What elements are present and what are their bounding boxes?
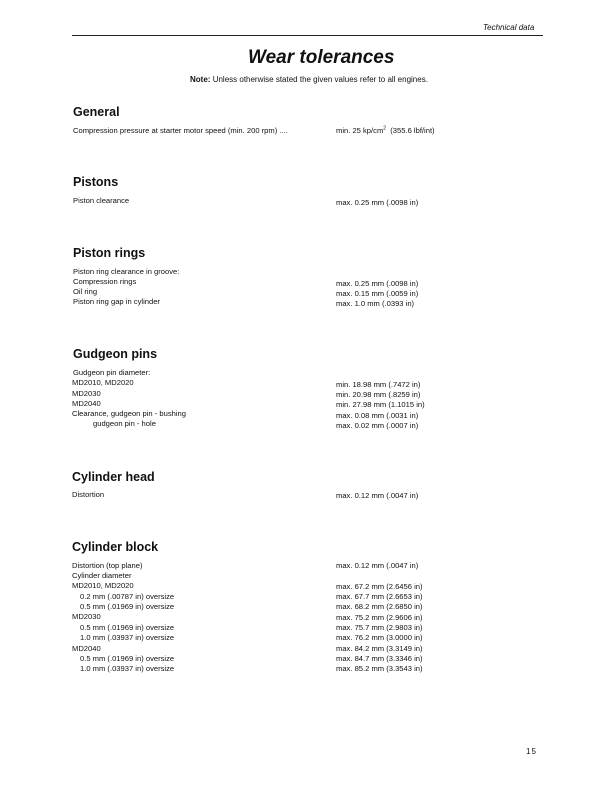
row-label: Piston ring clearance in groove: [73,267,180,276]
row-label: Gudgeon pin diameter: [73,368,151,377]
section-heading-gudgeon-pins: Gudgeon pins [73,347,158,361]
row-value: max. 67.2 mm (2.6456 in) [336,582,423,591]
row-label: MD2030 [72,612,101,621]
row-value: max. 67.7 mm (2.6653 in) [336,592,423,601]
row-label: gudgeon pin - hole [93,419,156,428]
row-value: min. 18.98 mm (.7472 in) [336,380,421,389]
row-label: 0.5 mm (.01969 in) oversize [80,654,175,663]
row-label: Piston ring gap in cylinder [73,297,160,306]
row-value: max. 85.2 mm (3.3543 in) [336,664,423,673]
section-heading-cylinder-block: Cylinder block [72,540,159,554]
row-value: max. 0.02 mm (.0007 in) [336,421,419,430]
row-value: max. 0.08 mm (.0031 in) [336,411,419,420]
row-value: max. 0.12 mm (.0047 in) [336,561,419,570]
note-text: Unless otherwise stated the given values refer to all engines. [212,75,428,84]
row-value: min. 20.98 mm (.8259 in) [336,390,421,399]
row-label: Distortion [72,490,105,499]
row-value: max. 75.2 mm (2.9606 in) [336,613,423,622]
row-label: Piston clearance [73,196,130,205]
row-value: max. 1.0 mm (.0393 in) [336,299,415,308]
section-heading-general: General [73,105,120,119]
section-heading-cylinder-head: Cylinder head [72,470,155,484]
running-header: Technical data [483,23,535,32]
row-label: MD2010, MD2020 [72,378,134,387]
row-label: 0.5 mm (.01969 in) oversize [80,623,175,632]
row-value: max. 84.2 mm (3.3149 in) [336,644,423,653]
note [190,75,428,84]
row-value: min. 27.98 mm (1.1015 in) [336,400,425,409]
section-heading-piston-rings: Piston rings [73,246,146,260]
row-value: max. 76.2 mm (3.0000 in) [336,633,423,642]
row-label: Clearance, gudgeon pin - bushing [72,409,186,418]
row-value: max. 0.15 mm (.0059 in) [336,289,419,298]
row-label: MD2040 [72,399,101,408]
row-value: max. 75.7 mm (2.9803 in) [336,623,423,632]
section-heading-pistons: Pistons [73,175,119,189]
row-label: Distortion (top plane) [72,561,143,570]
row-value: max. 0.25 mm (.0098 in) [336,279,419,288]
page-number: 15 [526,747,537,756]
row-label: MD2010, MD2020 [72,581,134,590]
row-label: Compression rings [73,277,137,286]
row-label: Compression pressure at starter motor speed (min. 200 rpm) .... [73,126,288,135]
row-label: MD2040 [72,644,101,653]
row-value: max. 0.12 mm (.0047 in) [336,491,419,500]
row-value: max. 84.7 mm (3.3346 in) [336,654,423,663]
row-label: 1.0 mm (.03937 in) oversize [80,633,175,642]
row-value: min. 25 $kp/cm^2$ (355.6 lbf/int) [336,125,435,135]
row-label: 1.0 mm (.03937 in) oversize [80,664,175,673]
note-label: Note: [190,75,211,84]
row-label: Cylinder diameter [72,571,132,580]
row-label: Oil ring [73,287,98,296]
row-value: max. 68.2 mm (2.6850 in) [336,602,423,611]
row-label: MD2030 [72,389,101,398]
row-label: 0.2 mm (.00787 in) oversize [80,592,175,601]
header-rule [72,35,543,36]
row-label: 0.5 mm (.01969 in) oversize [80,602,175,611]
row-value: max. 0.25 mm (.0098 in) [336,198,419,207]
page-title: Wear tolerances [248,47,395,68]
